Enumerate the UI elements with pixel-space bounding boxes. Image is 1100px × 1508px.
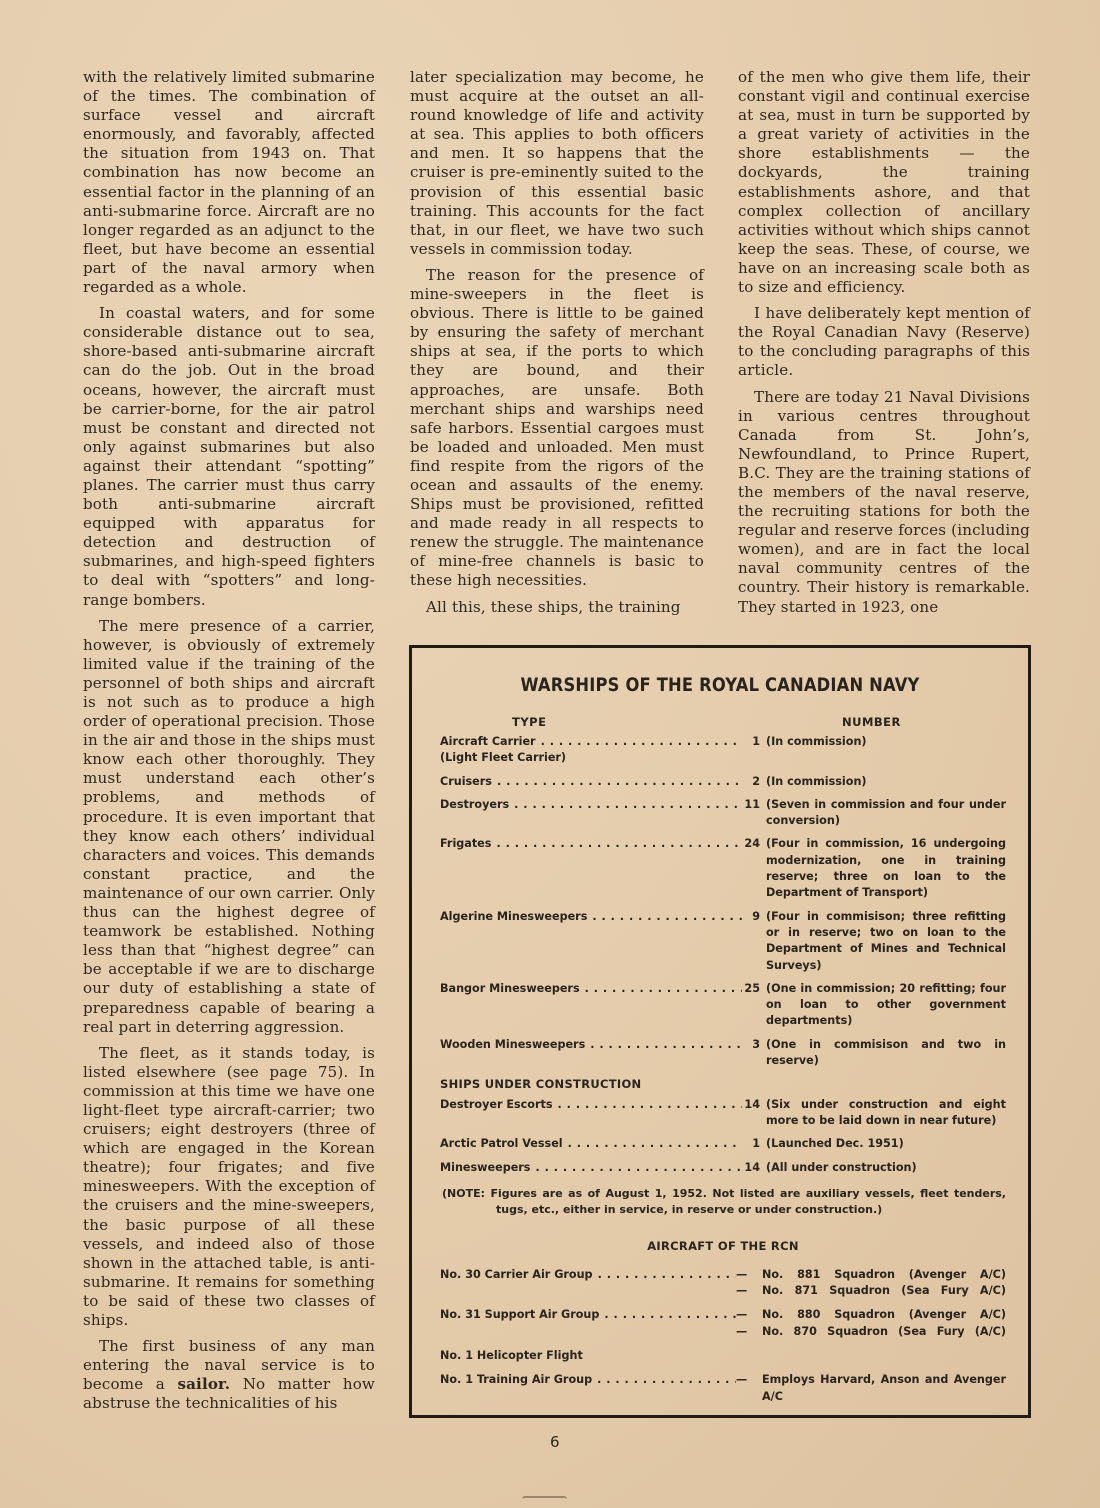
row-type-cell <box>440 1160 742 1176</box>
construction-list <box>440 1097 1006 1176</box>
ship-count: 14 <box>744 1097 760 1111</box>
ship-status-note: (All under construction) <box>766 1160 917 1174</box>
table-row <box>440 1097 1006 1130</box>
ship-count: 1 <box>752 735 760 748</box>
aircraft-row <box>440 1372 1006 1405</box>
squadron-list <box>736 1348 1006 1364</box>
ship-type: Arctic Patrol Vessel <box>440 1137 563 1151</box>
table-row <box>440 734 1006 767</box>
paragraph: All this, these ships, the training <box>426 597 681 616</box>
ship-type: Aircraft Carrier <box>440 735 536 748</box>
dot-leader <box>604 1307 736 1340</box>
paragraph: The reason for the presence of mine-sweepers in the fleet is obvious. There is little to be gained by ensuring the safety of merchant ships at sea, if the ports to which they are bound, and their approaches, are unsafe. Both merchant ships and warships need safe harbors. Essential cargoes must be loaded and unloaded. Men must find respite from the rigors of the ocean and assaults of the enemy. Ships must be provisioned, refitted and made ready in all respects to renew the struggle. The maintenance of mine-free channels is basic to these high necessities. <box>410 265 704 590</box>
paragraph: of the men who give them life, their constant vigil and continual exercise at sea, must in turn be supported by a great variety of activities in the shore establishments — the dockyards, the training establishments ashore, and that complex collection of ancillary activities without which ships cannot keep the seas. These, of course, we have on an increasing scale both as to size and efficiency. <box>738 68 1030 297</box>
aircraft-group-cell <box>440 1307 736 1340</box>
table-title: WARSHIPS OF THE ROYAL CANADIAN NAVY <box>520 674 920 696</box>
dot-leader <box>592 909 742 925</box>
em-dash: — <box>736 1267 748 1281</box>
page-number: 6 <box>550 1433 560 1451</box>
ship-type: Destroyers <box>440 797 510 811</box>
aircraft-group-cell <box>440 1348 736 1364</box>
table-row <box>440 981 1006 1030</box>
table-row <box>440 1136 1006 1152</box>
table-row <box>440 1037 1006 1070</box>
aircraft-row <box>440 1348 1006 1364</box>
ship-type: Minesweepers <box>440 1160 531 1174</box>
staple-mark <box>522 1496 567 1504</box>
ship-status-note: (Launched Dec. 1951) <box>766 1137 904 1151</box>
dot-leader <box>514 797 742 813</box>
table-body <box>440 734 1006 1413</box>
paragraph: The fleet, as it stands today, is listed elsewhere (see page 75). In commission at this time we have one light-fleet type aircraft-carrier; two cruisers; eight destroyers (three of which are engaged in the Korean theatre); four frigates; and five minesweepers. With the exception of the cruisers and the mine-sweepers, the basic purpose of all these vessels, and indeed also of those shown in the attached table, is anti-submarine. It remains for something to be said of these two classes of ships. <box>83 1043 375 1329</box>
ship-type: Destroyer Escorts <box>440 1097 553 1111</box>
squadron-entry: No. 870 Squadron (Sea Fury (A/C) <box>762 1324 1006 1338</box>
ship-status-note: (In commission) <box>766 735 867 748</box>
dot-leader <box>497 774 742 790</box>
table-row <box>440 1160 1006 1176</box>
ship-status-note: (Seven in commission and four under conversion) <box>766 797 1006 828</box>
table-row <box>440 774 1006 790</box>
ship-type: Frigates <box>440 837 492 851</box>
squadron-list <box>736 1267 1006 1300</box>
squadron-entry: No. 881 Squadron (Avenger A/C) <box>762 1267 1006 1281</box>
paragraph: There are today 21 Naval Divisions in various centres throughout Canada from St. John’s, Newfoundland, to Prince Rupert, B.C. They are the training stations of the members of the naval reserve, the recruiting stations for both the regular and reserve forces (including women), and are in fact the local naval community centres of the country. Their history is remarkable. They started in 1923, one <box>738 387 1030 616</box>
ship-count: 2 <box>752 774 760 788</box>
paragraph-text: The first business of any man entering the naval service is to become a <box>83 1337 375 1394</box>
ship-type: Wooden Minesweepers <box>440 1037 586 1051</box>
ship-status-note: (Six under construction and eight more to be laid down in near future) <box>766 1097 1006 1127</box>
dot-leader <box>598 1267 736 1300</box>
row-type-cell <box>440 797 742 830</box>
dot-leader <box>558 1097 742 1113</box>
aircraft-group-name: No. 30 Carrier Air Group <box>440 1267 593 1281</box>
squadron-entry: Employs Harvard, Anson and Avenger A/C <box>762 1373 1006 1403</box>
ship-type: Cruisers <box>440 774 492 788</box>
paragraph: with the relatively limited submarine of the times. The combination of surface vessel and aircraft enormously, and favorably, affected the situation from 1943 on. That combination has now become an essential factor in the planning of an anti-submarine force. Aircraft are no longer regarded as an adjunct to the fleet, but have become an essential part of the naval armory when regarded as a whole. <box>83 68 375 297</box>
dot-leader <box>585 981 742 997</box>
dot-leader <box>597 1372 736 1405</box>
ship-count: 24 <box>744 837 760 851</box>
row-type-cell <box>440 1097 742 1130</box>
table-note: (NOTE: Figures are as of August 1, 1952. Not listed are auxiliary vessels, fleet tenders, tugs, etc., either in service, in reserve or under construction.) <box>442 1186 1006 1217</box>
row-type-cell <box>440 981 742 1030</box>
paragraph <box>83 1337 375 1413</box>
dot-leader <box>535 1160 742 1176</box>
em-dash: — <box>736 1284 748 1298</box>
paragraph: I have deliberately kept mention of the Royal Canadian Navy (Reserve) to the concluding paragraphs of this article. <box>738 304 1030 380</box>
row-type-cell <box>440 836 742 901</box>
article-column-1 <box>83 68 375 1420</box>
aircraft-group-name: No. 1 Training Air Group <box>440 1373 593 1387</box>
paragraph: The mere presence of a carrier, however, is obviously of extremely limited value if the training of the personnel of both ships and aircraft is not such as to produce a high order of operational precision. Those in the air and those in the ships must know each other thoroughly. They must understand each other’s problems, and methods of procedure. It is even important that they know each others’ individual characters and voices. This demands constant practice, and the maintenance of our own carrier. Only thus can the highest degree of teamwork be established. Nothing less than that “highest degree” can be acceptable if we are to discharge our duty of establishing a state of preparedness capable of bearing a real part in deterring aggression. <box>83 616 375 1036</box>
article-column-3 <box>738 68 1030 624</box>
aircraft-group-cell <box>440 1372 736 1405</box>
ship-list <box>440 734 1006 1069</box>
em-dash: — <box>736 1308 748 1322</box>
table-row <box>440 797 1006 830</box>
ship-count: 25 <box>744 981 760 995</box>
ship-type: Bangor Minesweepers <box>440 981 580 995</box>
dot-leader <box>496 836 742 852</box>
row-type-cell <box>440 734 742 767</box>
row-type-cell <box>440 1037 742 1070</box>
row-type-cell <box>440 1136 742 1152</box>
ship-count: 11 <box>744 797 760 811</box>
section-label-construction: SHIPS UNDER CONSTRUCTION <box>440 1077 642 1092</box>
paragraph: later specialization may become, he must acquire at the outset an all-round knowledge of life and activity at sea. This applies to both officers and men. It so happens that the cruiser is pre-eminently suited to the provision of this essential basic training. This accounts for the fact that, in our fleet, we have two such vessels in commission today. <box>410 68 704 258</box>
dot-leader <box>568 1136 742 1152</box>
column-header-number: NUMBER <box>842 715 901 729</box>
ship-count: 1 <box>752 1137 760 1151</box>
em-dash: — <box>736 1373 748 1387</box>
aircraft-group-name: No. 31 Support Air Group <box>440 1308 600 1322</box>
table-row <box>440 836 1006 901</box>
row-type-cell <box>440 909 742 974</box>
squadron-list <box>736 1307 1006 1340</box>
aircraft-section-title: AIRCRAFT OF THE RCN <box>647 1239 799 1254</box>
aircraft-row <box>440 1267 1006 1300</box>
dot-leader <box>590 1037 742 1053</box>
aircraft-group-cell <box>440 1267 736 1300</box>
aircraft-list <box>440 1267 1006 1405</box>
squadron-entry: No. 871 Squadron (Sea Fury A/C) <box>762 1284 1006 1298</box>
ship-status-note: (Four in commisison; three refitting or in reserve; two on loan to the Department of Mines and Technical Surveys) <box>766 909 1006 972</box>
paragraph: In coastal waters, and for some considerable distance out to sea, shore-based anti-submarine aircraft can do the job. Out in the broad oceans, however, the aircraft must be carrier-borne, for the air patrol must be constant and directed not only against submarines but also against their attendant “spotting” planes. The carrier must thus carry both anti-submarine aircraft equipped with apparatus for detection and destruction of submarines, and high-speed fighters to deal with “spotters” and long-range bombers. <box>83 304 375 609</box>
row-type-cell <box>440 774 742 790</box>
ship-count: 9 <box>752 909 760 923</box>
ship-count: 3 <box>752 1037 760 1051</box>
squadron-entry: No. 880 Squadron (Avenger A/C) <box>762 1308 1006 1322</box>
ship-status-note: (One in commission; 20 refitting; four on loan to other government departments) <box>766 981 1006 1028</box>
ship-type: Algerine Minesweepers <box>440 909 588 923</box>
emphasis-sailor: sailor. <box>177 1375 231 1394</box>
paragraph-text: No matter how abstruse the technicalities of his <box>83 1375 376 1413</box>
ship-count: 14 <box>744 1160 760 1174</box>
table-row <box>440 909 1006 974</box>
aircraft-row <box>440 1307 1006 1340</box>
em-dash: — <box>736 1324 748 1338</box>
aircraft-group-name: No. 1 Helicopter Flight <box>440 1348 583 1362</box>
ship-status-note: (In commission) <box>766 774 867 788</box>
article-column-2 <box>410 68 704 624</box>
ship-type-subtitle: (Light Fleet Carrier) <box>440 751 567 765</box>
ship-status-note: (Four in commission, 16 undergoing modernization, one in training reserve; three on loan to the Department of Transport) <box>766 837 1006 900</box>
ship-status-note: (One in commisison and two in reserve) <box>766 1037 1006 1068</box>
column-header-type: TYPE <box>512 715 547 729</box>
warships-table-box <box>409 645 1031 1418</box>
dot-leader <box>541 734 742 750</box>
squadron-list <box>736 1372 1006 1405</box>
